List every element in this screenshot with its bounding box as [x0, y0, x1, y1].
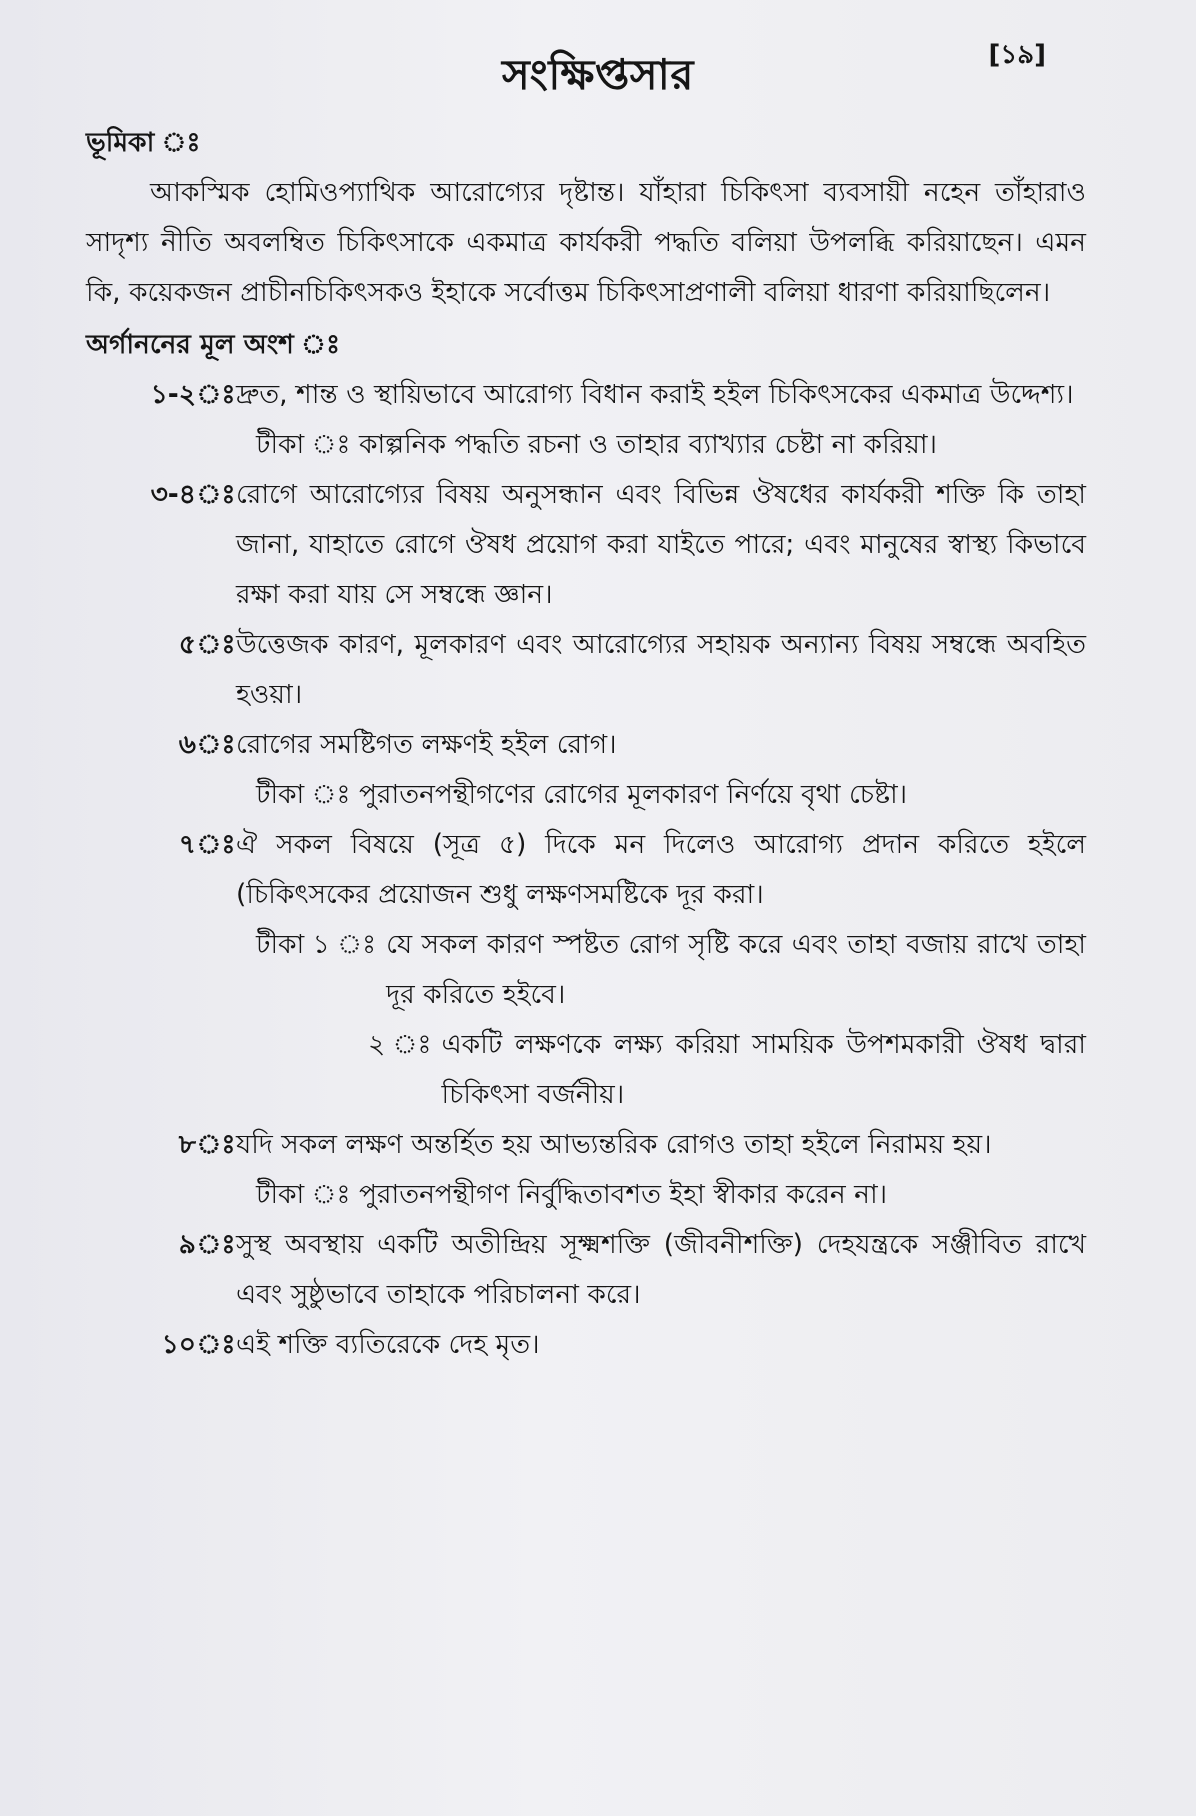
sutra-subnote-1	[256, 920, 1086, 1020]
subnote-text: একটি লক্ষণকে লক্ষ্য করিয়া সাময়িক উপশমকারী ঔষধ দ্বারা চিকিৎসা বর্জনীয়।	[441, 1029, 1086, 1110]
sutra-9	[86, 1220, 1086, 1320]
sutra-6	[86, 720, 1086, 770]
subnote-label: টীকা ১ ঃ	[256, 929, 377, 960]
sutra-text: যদি সকল লক্ষণ অন্তর্হিত হয় আভ্যন্তরিক রোগও তাহা হইলে নিরাময় হয়।	[236, 1129, 992, 1160]
organon-heading: অর্গাননের মূল অংশ ঃ	[86, 329, 341, 360]
sutra-number: ৯	[178, 1229, 196, 1260]
sutra-separator: ঃ	[196, 629, 236, 660]
sutra-separator: ঃ	[196, 379, 236, 410]
sutra-text: সুস্থ অবস্থায় একটি অতীন্দ্রিয় সূক্ষ্মশক্তি (জীবনীশক্তি) দেহযন্ত্রকে সঞ্জীবিত রাখে এবং সুষ্ঠুভাবে তাহাকে পরিচালনা করে।	[236, 1229, 1086, 1310]
sutra-separator: ঃ	[196, 479, 236, 510]
sutra-subnote-2	[368, 1020, 1086, 1120]
sutra-note: টীকা ঃ পুরাতনপন্থীগণ নির্বুদ্ধিতাবশত ইহা স্বীকার করেন না।	[256, 1179, 888, 1210]
sutra-5	[86, 620, 1086, 720]
subnote-label: ২ ঃ	[368, 1029, 432, 1060]
sutra-7	[86, 820, 1086, 920]
sutra-separator: ঃ	[196, 829, 236, 860]
sutra-number: ৫	[178, 629, 196, 660]
sutra-number: ৮	[178, 1129, 196, 1160]
intro-paragraph: আকস্মিক হোমিওপ্যাথিক আরোগ্যের দৃষ্টান্ত। যাঁহারা চিকিৎসা ব্যবসায়ী নহেন তাঁহারাও সাদৃশ্য নীতি অবলম্বিত চিকিৎসাকে একমাত্র কার্যকরী পদ্ধতি বলিয়া উপলব্ধি করিয়াছেন। এমন কি, কয়েকজন প্রাচীনচিকিৎসকও ইহাকে সর্বোত্তম চিকিৎসাপ্রণালী বলিয়া ধারণা করিয়াছিলেন।	[86, 177, 1086, 308]
sutra-1-2	[86, 370, 1086, 420]
page-number: [১৯]	[988, 40, 1046, 70]
sutra-3-4	[86, 470, 1086, 620]
sutra-8	[86, 1120, 1086, 1170]
intro-heading: ভূমিকা ঃ	[86, 127, 201, 158]
page-content	[86, 118, 1086, 1370]
sutra-text: এই শক্তি ব্যতিরেকে দেহ মৃত।	[236, 1329, 540, 1360]
sutra-number: ৬	[178, 729, 196, 760]
page-title: সংক্ষিপ্তসার	[502, 50, 694, 99]
sutra-separator: ঃ	[196, 729, 236, 760]
sutra-separator: ঃ	[196, 1129, 236, 1160]
sutra-separator: ঃ	[196, 1329, 236, 1360]
subnote-text: যে সকল কারণ স্পষ্টত রোগ সৃষ্টি করে এবং তাহা বজায় রাখে তাহা দূর করিতে হইবে।	[386, 929, 1086, 1010]
sutra-text: ঐ সকল বিষয়ে (সূত্র ৫) দিকে মন দিলেও আরোগ্য প্রদান করিতে হইলে (চিকিৎসকের প্রয়োজন শুধু লক্ষণসমষ্টিকে দূর করা।	[236, 829, 1086, 910]
sutra-separator: ঃ	[196, 1229, 236, 1260]
sutra-number: ৭	[178, 829, 196, 860]
sutra-note: টীকা ঃ কাল্পনিক পদ্ধতি রচনা ও তাহার ব্যাখ্যার চেষ্টা না করিয়া।	[256, 429, 938, 460]
sutra-text: রোগের সমষ্টিগত লক্ষণই হইল রোগ।	[236, 729, 617, 760]
sutra-note: টীকা ঃ পুরাতনপন্থীগণের রোগের মূলকারণ নির্ণয়ে বৃথা চেষ্টা।	[256, 779, 908, 810]
sutra-number: ৩-৪	[150, 479, 196, 510]
sutra-text: উত্তেজক কারণ, মূলকারণ এবং আরোগ্যের সহায়ক অন্যান্য বিষয় সম্বন্ধে অবহিত হওয়া।	[236, 629, 1086, 710]
sutra-text: রোগে আরোগ্যের বিষয় অনুসন্ধান এবং বিভিন্ন ঔষধের কার্যকরী শক্তি কি তাহা জানা, যাহাতে রোগে ঔষধ প্রয়োগ করা যাইতে পারে; এবং মানুষের স্বাস্থ্য কিভাবে রক্ষা করা যায় সে সম্বন্ধে জ্ঞান।	[236, 479, 1086, 610]
sutra-number: ১০	[161, 1329, 196, 1360]
sutra-number: ১-২	[150, 379, 196, 410]
sutra-10	[86, 1320, 1086, 1370]
sutra-text: দ্রুত, শান্ত ও স্থায়িভাবে আরোগ্য বিধান করাই হইল চিকিৎসকের একমাত্র উদ্দেশ্য।	[236, 379, 1074, 410]
